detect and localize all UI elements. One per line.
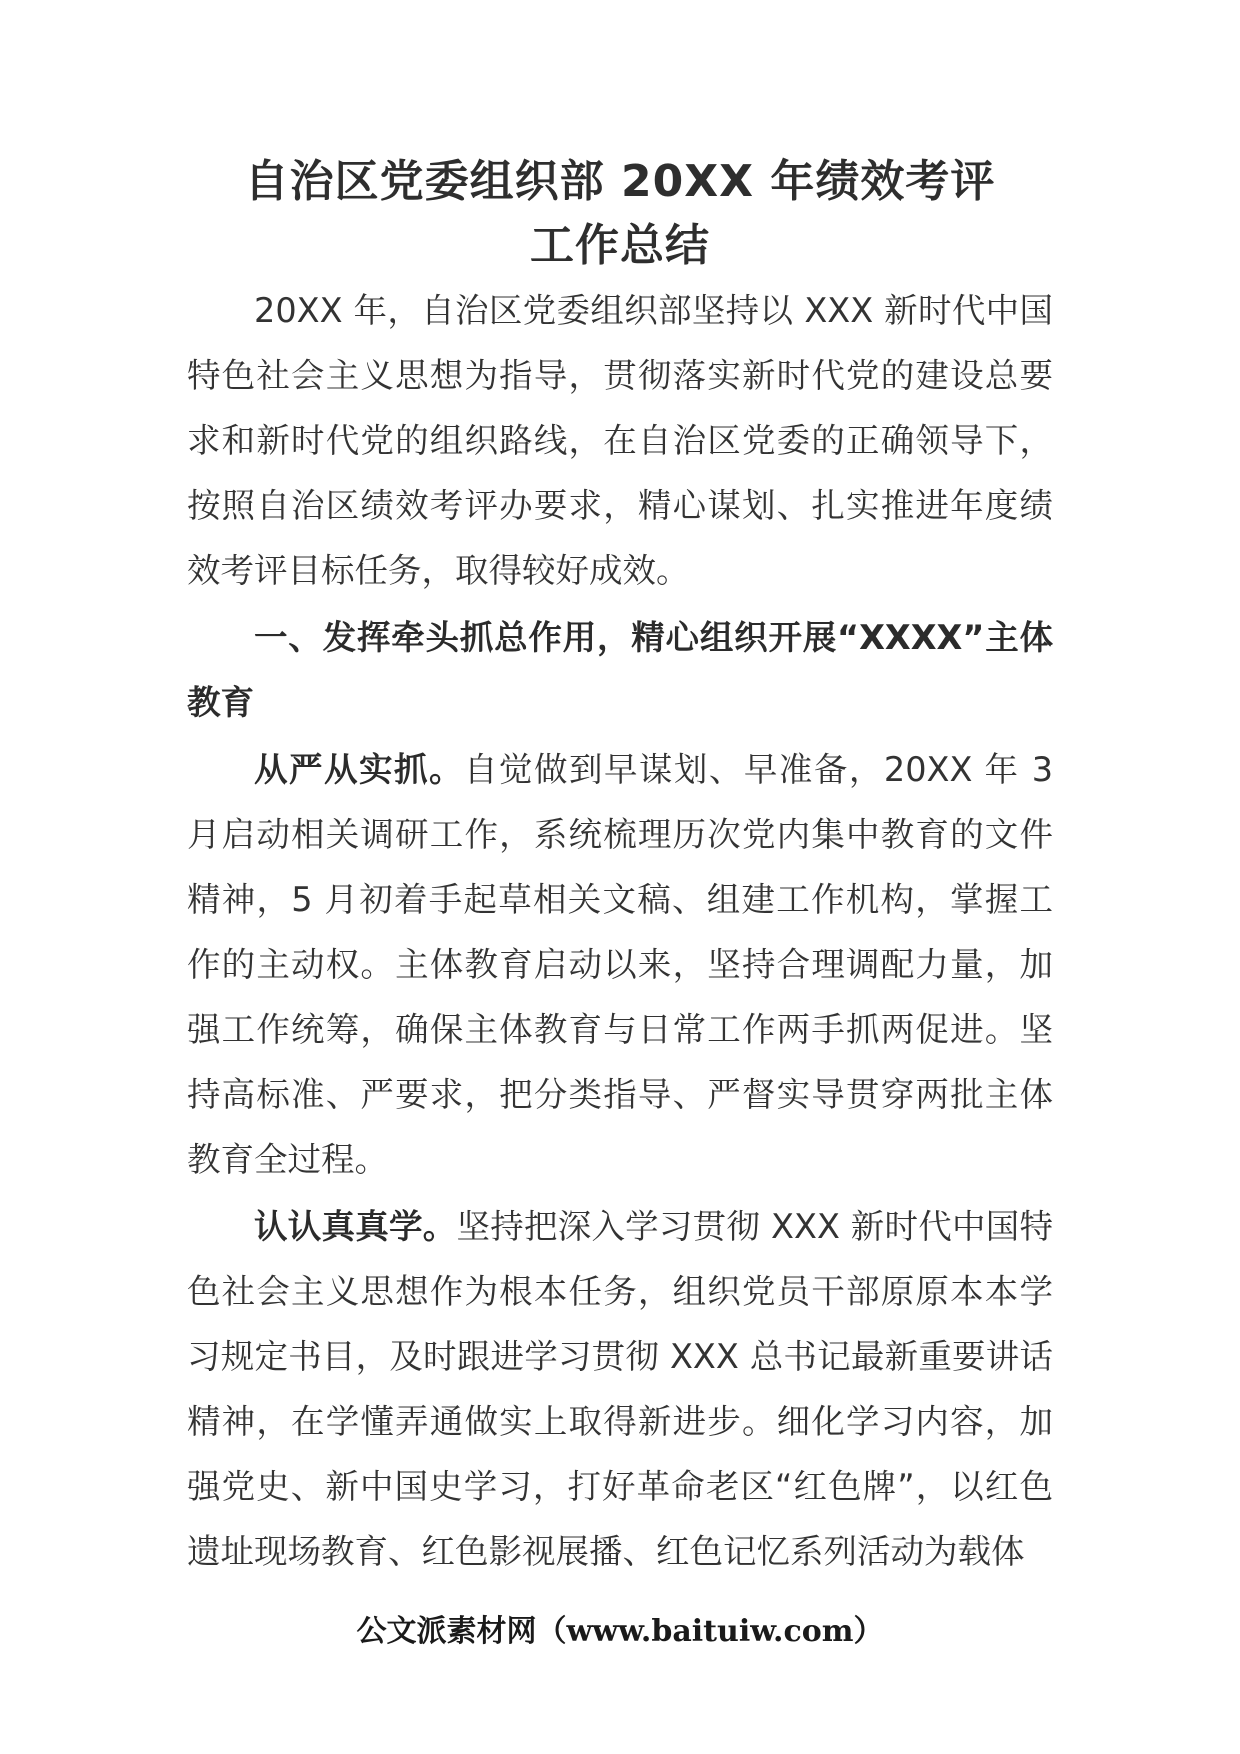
intro-paragraph: 20XX 年，自治区党委组织部坚持以 XXX 新时代中国特色社会主义思想为指导，贯彻落实新时代党的建设总要求和新时代党的组织路线，在自治区党委的正确领导下，按照自治区绩效考评办要求，精心谋划、扎实推进年度绩效考评目标任务，取得较好成效。 <box>187 291 1053 590</box>
paragraph-strict-lead: 从严从实抓。 <box>254 750 464 789</box>
title-line-2: 工作总结 <box>530 220 710 271</box>
title-line-1: 自治区党委组织部 20XX 年绩效考评 <box>244 156 996 207</box>
paragraph-study-body: 坚持把深入学习贯彻 XXX 新时代中国特色社会主义思想作为根本任务，组织党员干部原原本本学习规定书目，及时跟进学习贯彻 XXX 总书记最新重要讲话精神，在学懂弄通做实上取得新进步。细化学习内容，加强党史、新中国史学习，打好革命老区“红色牌”，以红色遗址现场教育、红色影视展播、红色记忆系列活动为载体 <box>187 1207 1054 1571</box>
paragraph-study-lead: 认认真真学。 <box>254 1207 457 1246</box>
paragraph-strict-body: 自觉做到早谋划、早准备，20XX 年 3 月启动相关调研工作，系统梳理历次党内集中教育的文件精神，5 月初着手起草相关文稿、组建工作机构，掌握工作的主动权。主体教育启动以来，坚持合理调配力量，加强工作统筹，确保主体教育与日常工作两手抓两促进。坚持高标准、严要求，把分类指导、严督实导贯穿两批主体教育全过程。 <box>187 750 1054 1179</box>
section-1-heading: 一、发挥牵头抓总作用，精心组织开展“XXXX”主体教育 <box>187 618 1053 722</box>
document-title <box>187 150 1053 278</box>
footer-watermark: 公文派素材网（www.baituiw.com） <box>356 1614 884 1649</box>
document-page <box>187 150 1053 1584</box>
paragraph-study <box>187 1194 1053 1584</box>
paragraph-strict <box>187 737 1053 1192</box>
